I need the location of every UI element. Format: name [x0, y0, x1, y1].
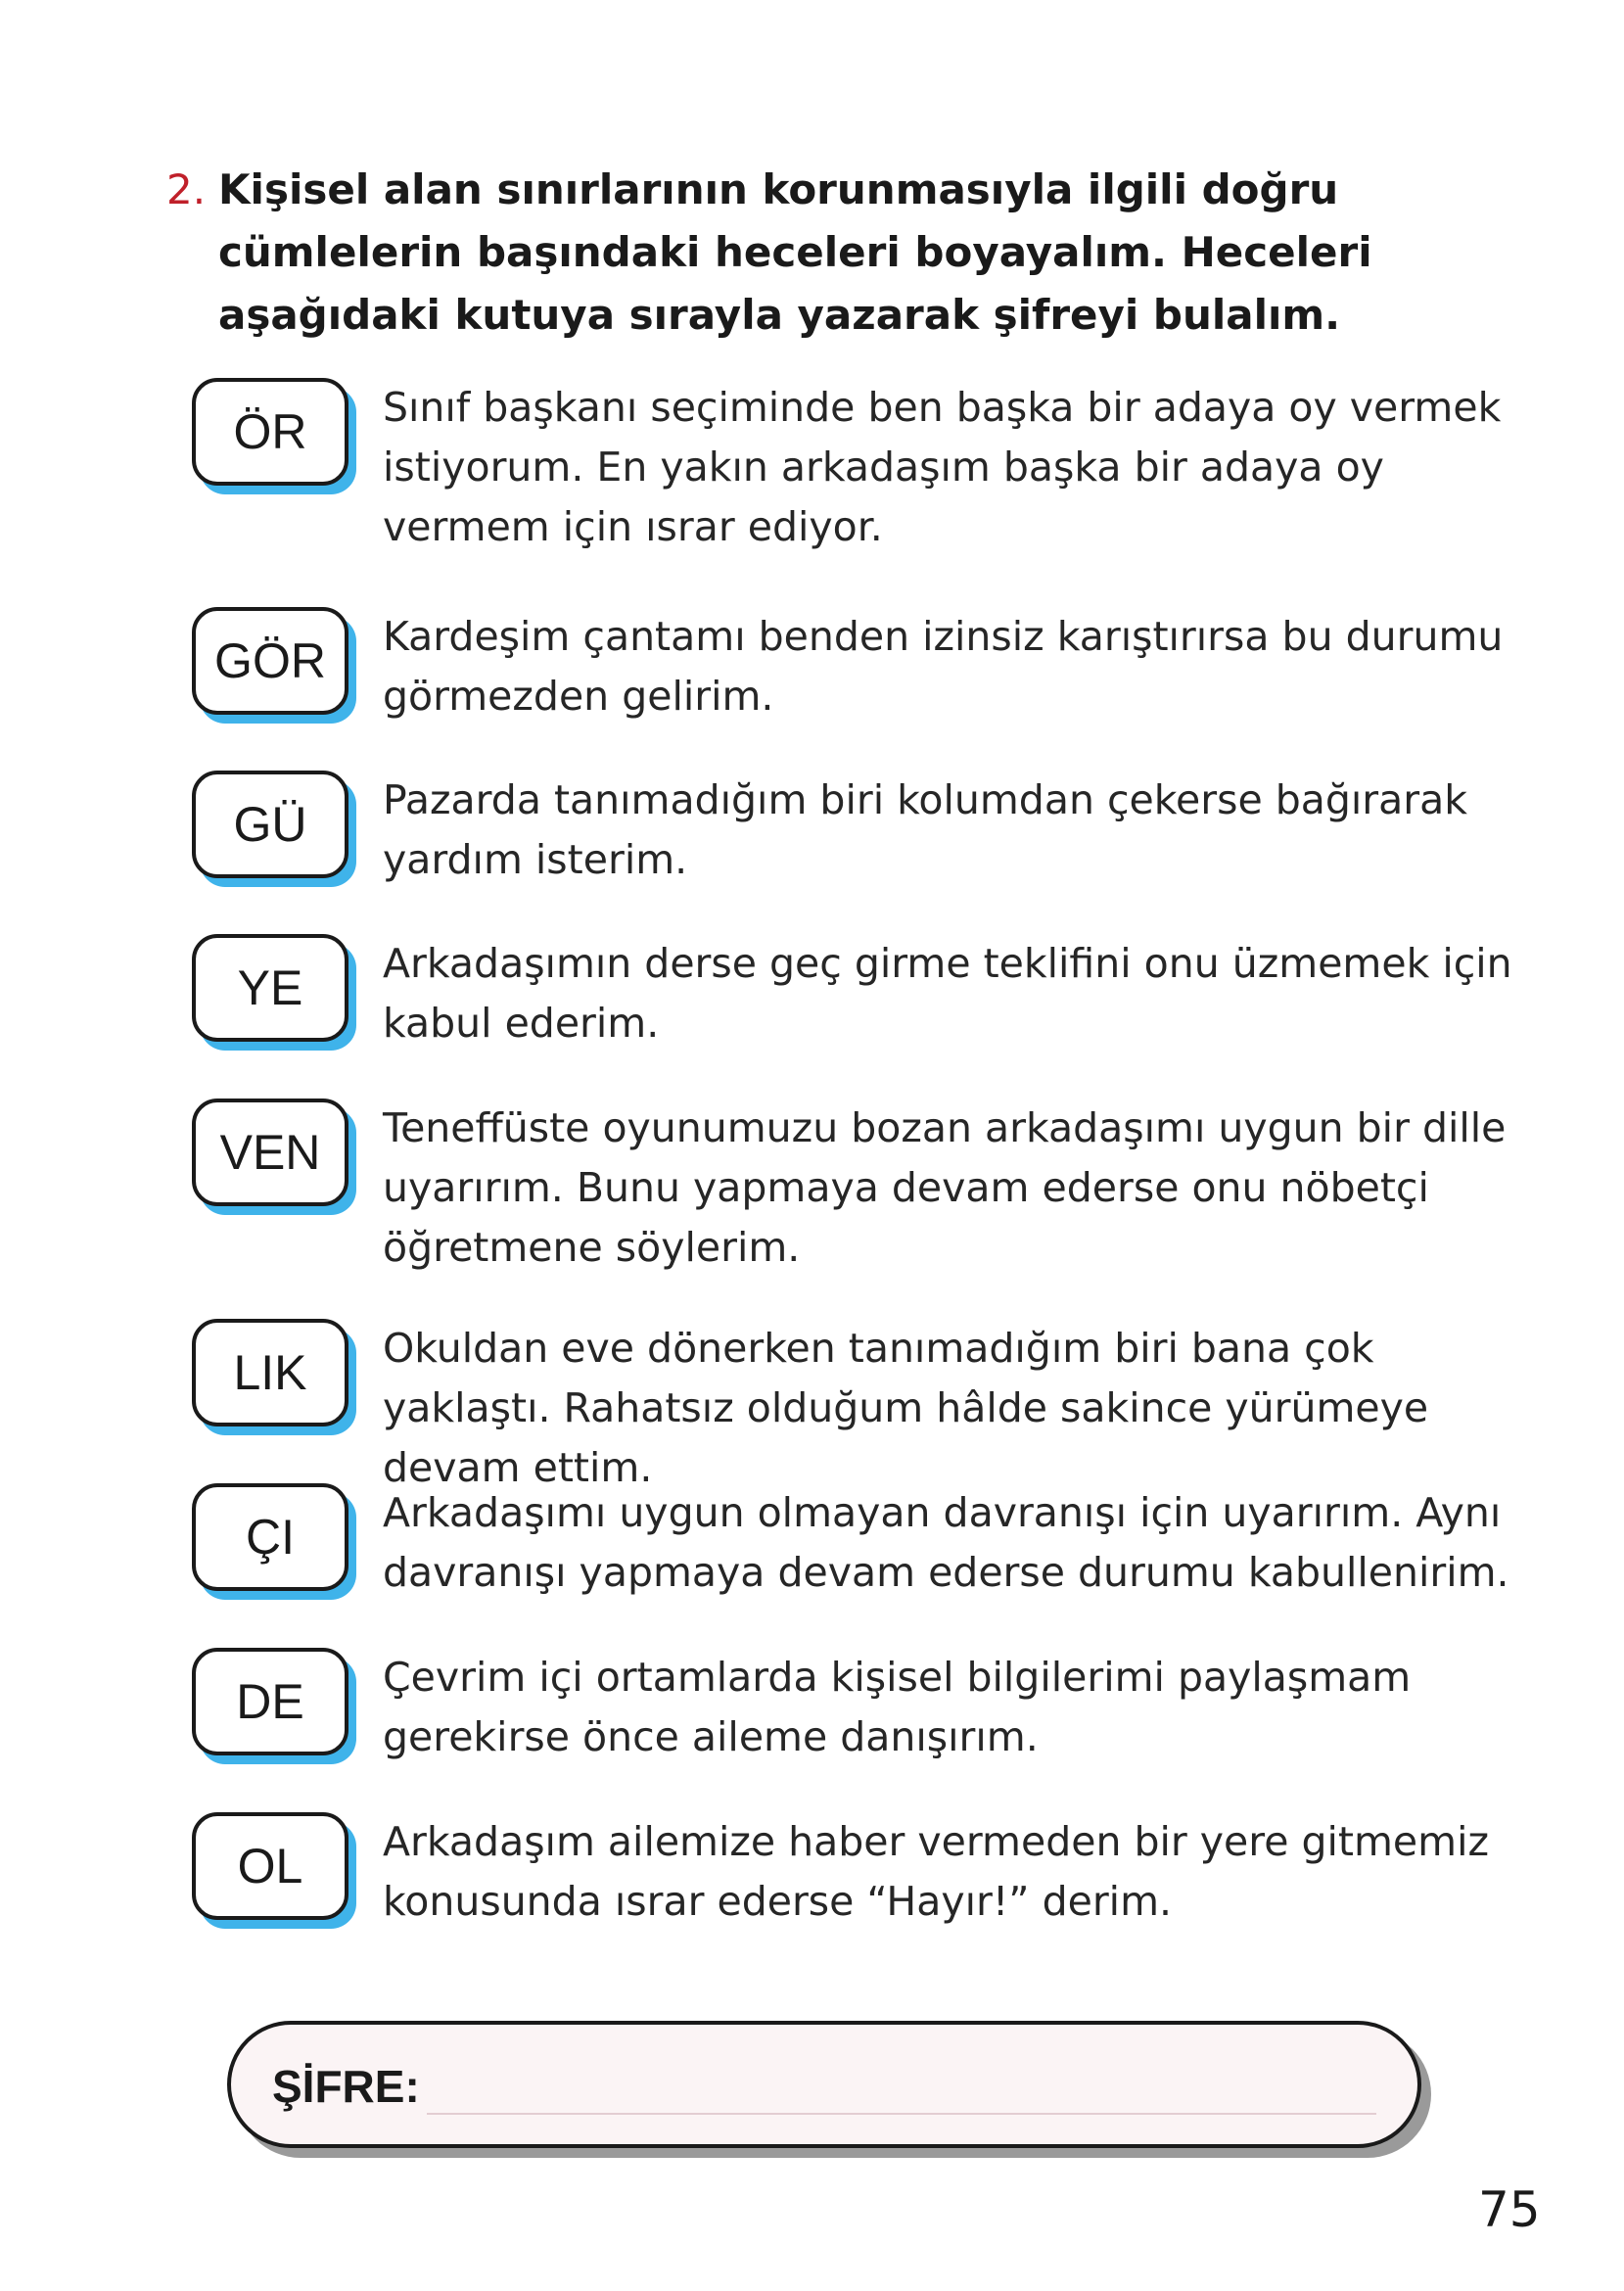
syllable-box[interactable]: LIK — [192, 1319, 348, 1426]
question-text: Kişisel alan sınırlarının korunmasıyla ilgili doğru cümlelerin başındaki heceleri boyayalım. Heceleri aşağıdaki kutuya sırayla yazarak şifreyi bulalım. — [218, 165, 1372, 339]
syllable-box[interactable]: OL — [192, 1812, 348, 1920]
statement-text: Arkadaşımın derse geç girme teklifini onu üzmemek için kabul ederim. — [383, 940, 1512, 1047]
syllable-box[interactable]: ÇI — [192, 1483, 348, 1591]
page-number: 75 — [1478, 2181, 1541, 2238]
statement-text: Kardeşim çantamı benden izinsiz karıştırırsa bu durumu görmezden gelirim. — [383, 613, 1504, 720]
syllable-box[interactable]: GÜ — [192, 771, 348, 878]
answer-line[interactable] — [427, 2113, 1376, 2115]
syllable-box[interactable]: ÖR — [192, 378, 348, 486]
statement-text: Teneffüste oyunumuzu bozan arkadaşımı uygun bir dille uyarırım. Bunu yapmaya devam ederse onu nöbetçi öğretmene söylerim. — [383, 1104, 1507, 1271]
syllable-box[interactable]: YE — [192, 934, 348, 1042]
statement-text: Çevrim içi ortamlarda kişisel bilgilerimi paylaşmam gerekirse önce aileme danışırım. — [383, 1654, 1412, 1760]
syllable-box[interactable]: GÖR — [192, 607, 348, 715]
statement-text: Arkadaşımı uygun olmayan davranışı için uyarırım. Aynı davranışı yapmaya devam ederse durumu kabullenirim. — [383, 1489, 1509, 1596]
answer-box[interactable] — [227, 2021, 1421, 2148]
question-number: 2. — [166, 165, 207, 213]
answer-label: ŞİFRE: — [272, 2061, 420, 2112]
statement-text: Arkadaşım ailemize haber vermeden bir yere gitmemiz konusunda ısrar ederse “Hayır!” derim. — [383, 1818, 1489, 1925]
statement-text: Pazarda tanımadığım biri kolumdan çekerse bağırarak yardım isterim. — [383, 776, 1467, 883]
syllable-box[interactable]: DE — [192, 1648, 348, 1755]
statement-text: Okuldan eve dönerken tanımadığım biri bana çok yaklaştı. Rahatsız olduğum hâlde sakince yürümeye devam ettim. — [383, 1325, 1429, 1491]
question — [166, 159, 1537, 347]
statement-text: Sınıf başkanı seçiminde ben başka bir adaya oy vermek istiyorum. En yakın arkadaşım başka bir adaya oy vermem için ısrar ediyor. — [383, 384, 1502, 550]
syllable-box[interactable]: VEN — [192, 1099, 348, 1206]
